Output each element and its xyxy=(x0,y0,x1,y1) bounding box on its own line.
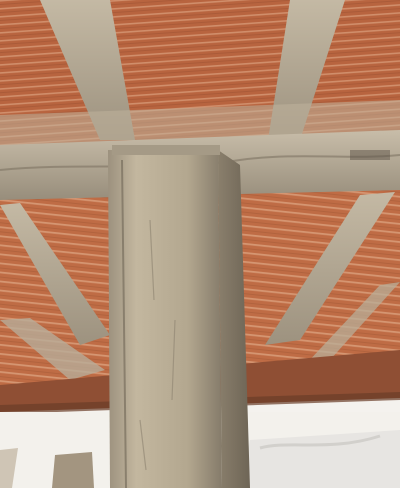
column-capital xyxy=(112,145,220,155)
upper-ceiling xyxy=(0,0,400,150)
concrete-column xyxy=(108,145,250,488)
distant-post xyxy=(52,452,94,488)
beam-spall xyxy=(350,150,390,160)
